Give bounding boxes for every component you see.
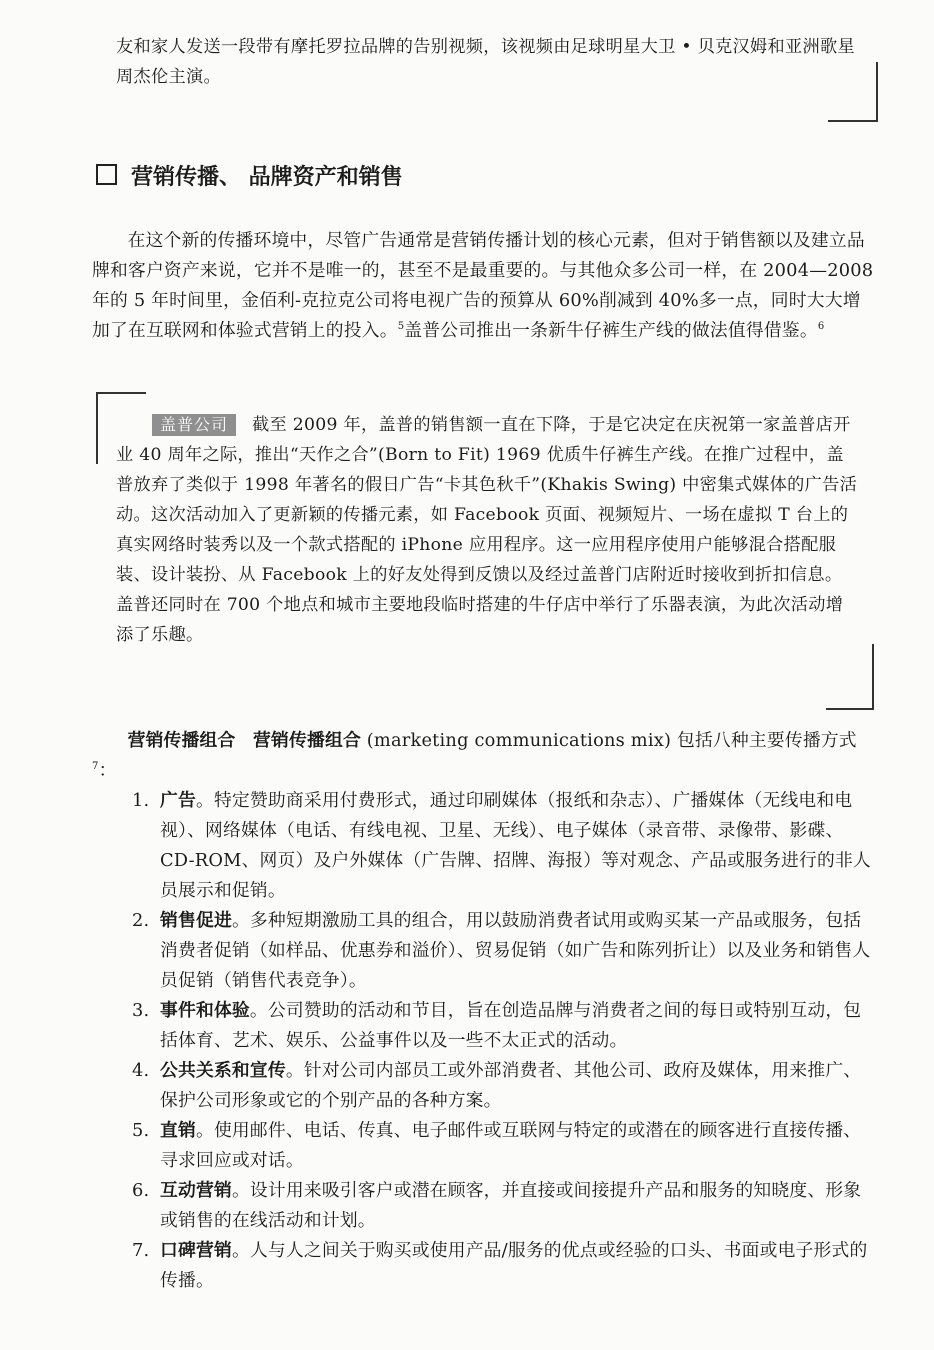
mix-text: (marketing communications mix) 包括八种主要传播方式 <box>360 730 857 751</box>
gap-case-box <box>116 410 858 650</box>
list-item <box>132 1056 876 1116</box>
footnote-ref: 7 <box>92 761 99 773</box>
list-text: 。使用邮件、电话、传真、电子邮件或互联网与特定的或潜在的顾客进行直接传播、寻求回应或对话。 <box>160 1120 862 1171</box>
footnote-ref: 5 <box>397 321 405 333</box>
list-item <box>132 996 876 1056</box>
list-term: 口碑营销 <box>160 1240 232 1261</box>
list-item <box>132 1116 876 1176</box>
paragraph-text: 在这个新的传播环境中，尽管广告通常是营销传播计划的核心元素，但对于销售额以及建立品牌和客户资产来说，它并不是唯一的，甚至不是最重要的。与其他众多公司一样，在 2004—2008 年的 5 年时间里，金佰利-克拉克公司将电视广告的预算从 60%削减到 40%多一点，同时大大增加了在互联网和体验式营销上的投入。 <box>92 230 874 341</box>
heading-square-icon <box>96 164 117 185</box>
list-term: 事件和体验 <box>160 1000 250 1021</box>
section-paragraph <box>92 226 878 346</box>
list-item <box>132 786 876 906</box>
list-text: 。人与人之间关于购买或使用产品/服务的优点或经验的口头、书面或电子形式的传播。 <box>160 1240 868 1291</box>
list-number: 4. <box>132 1060 150 1081</box>
case-bracket-bottom-right <box>826 644 874 710</box>
list-number: 3. <box>132 1000 150 1021</box>
list-number: 7. <box>132 1240 150 1261</box>
list-number: 5. <box>132 1120 150 1141</box>
communication-tools-list <box>132 786 876 1296</box>
case-continuation-text: 友和家人发送一段带有摩托罗拉品牌的告别视频，该视频由足球明星大卫 • 贝克汉姆和亚洲歌星周杰伦主演。 <box>116 37 855 87</box>
list-term: 互动营销 <box>160 1180 232 1201</box>
paragraph-text-cont: 盖普公司推出一条新牛仔裤生产线的做法值得借鉴。 <box>404 320 818 341</box>
list-term: 销售促进 <box>160 910 232 931</box>
list-term: 广告 <box>160 790 196 811</box>
list-term: 直销 <box>160 1120 196 1141</box>
footnote-ref: 6 <box>817 321 825 333</box>
section-title: 营销传播、 品牌资产和销售 <box>131 165 403 190</box>
list-text: 。公司赞助的活动和节目，旨在创造品牌与消费者之间的每日或特别互动，包括体育、艺术、娱乐、公益事件以及一些不太正式的活动。 <box>160 1000 862 1051</box>
key-term: 营销传播组合 <box>253 730 361 751</box>
section-heading <box>96 160 876 196</box>
list-number: 6. <box>132 1180 150 1201</box>
list-item <box>132 906 876 996</box>
run-in-heading: 营销传播组合 <box>127 730 236 751</box>
case-label-badge: 盖普公司 <box>152 414 236 436</box>
list-item <box>132 1176 876 1236</box>
list-text: 。针对公司内部员工或外部消费者、其他公司、政府及媒体，用来推广、保护公司形象或它的个别产品的各种方案。 <box>160 1060 862 1111</box>
list-number: 1. <box>132 790 150 811</box>
list-text: 。特定赞助商采用付费形式，通过印刷媒体（报纸和杂志）、广播媒体（无线电和电视）、网络媒体（电话、有线电视、卫星、无线）、电子媒体（录音带、录像带、影碟、CD-ROM、网页）及户外媒体（广告牌、招牌、海报）等对观念、产品或服务进行的非人员展示和促销。 <box>160 790 871 901</box>
list-item <box>132 1236 876 1296</box>
list-text: 。多种短期激励工具的组合，用以鼓励消费者试用或购买某一产品或服务，包括消费者促销（如样品、优惠券和溢价）、贸易促销（如广告和陈列折让）以及业务和销售人员促销（销售代表竞争）。 <box>160 910 871 991</box>
case-bracket-bottom-right <box>828 62 878 122</box>
list-number: 2. <box>132 910 150 931</box>
gap-case-text: 截至 2009 年，盖普的销售额一直在下降，于是它决定在庆祝第一家盖普店开业 40 周年之际，推出“天作之合”(Born to Fit) 1969 优质牛仔裤生产线。在推广过程中，盖普放弃了类似于 1998 年著名的假日广告“卡其色秋千”(Khakis Swing) 中密集式媒体的广告活动。这次活动加入了更新颖的传播元素，如 Facebook 页面、视频短片、一场在虚拟 T 台上的真实网络时装秀以及一个款式搭配的 iPhone 应用程序。这一应用程序使用户能够混合搭配服装、设计装扮、从 Facebook 上的好友处得到反馈以及经过盖普门店附近时接收到折扣信息。盖普还同时在 700 个地点和城市主要地段临时搭建的牛仔店中举行了乐器表演，为此次活动增添了乐趣。 <box>116 415 858 645</box>
mix-text-end: ： <box>98 760 117 781</box>
list-term: 公共关系和宣传 <box>160 1060 286 1081</box>
mix-paragraph <box>92 726 878 786</box>
list-text: 。设计用来吸引客户或潜在顾客，并直接或间接提升产品和服务的知晓度、形象或销售的在线活动和计划。 <box>160 1180 862 1231</box>
